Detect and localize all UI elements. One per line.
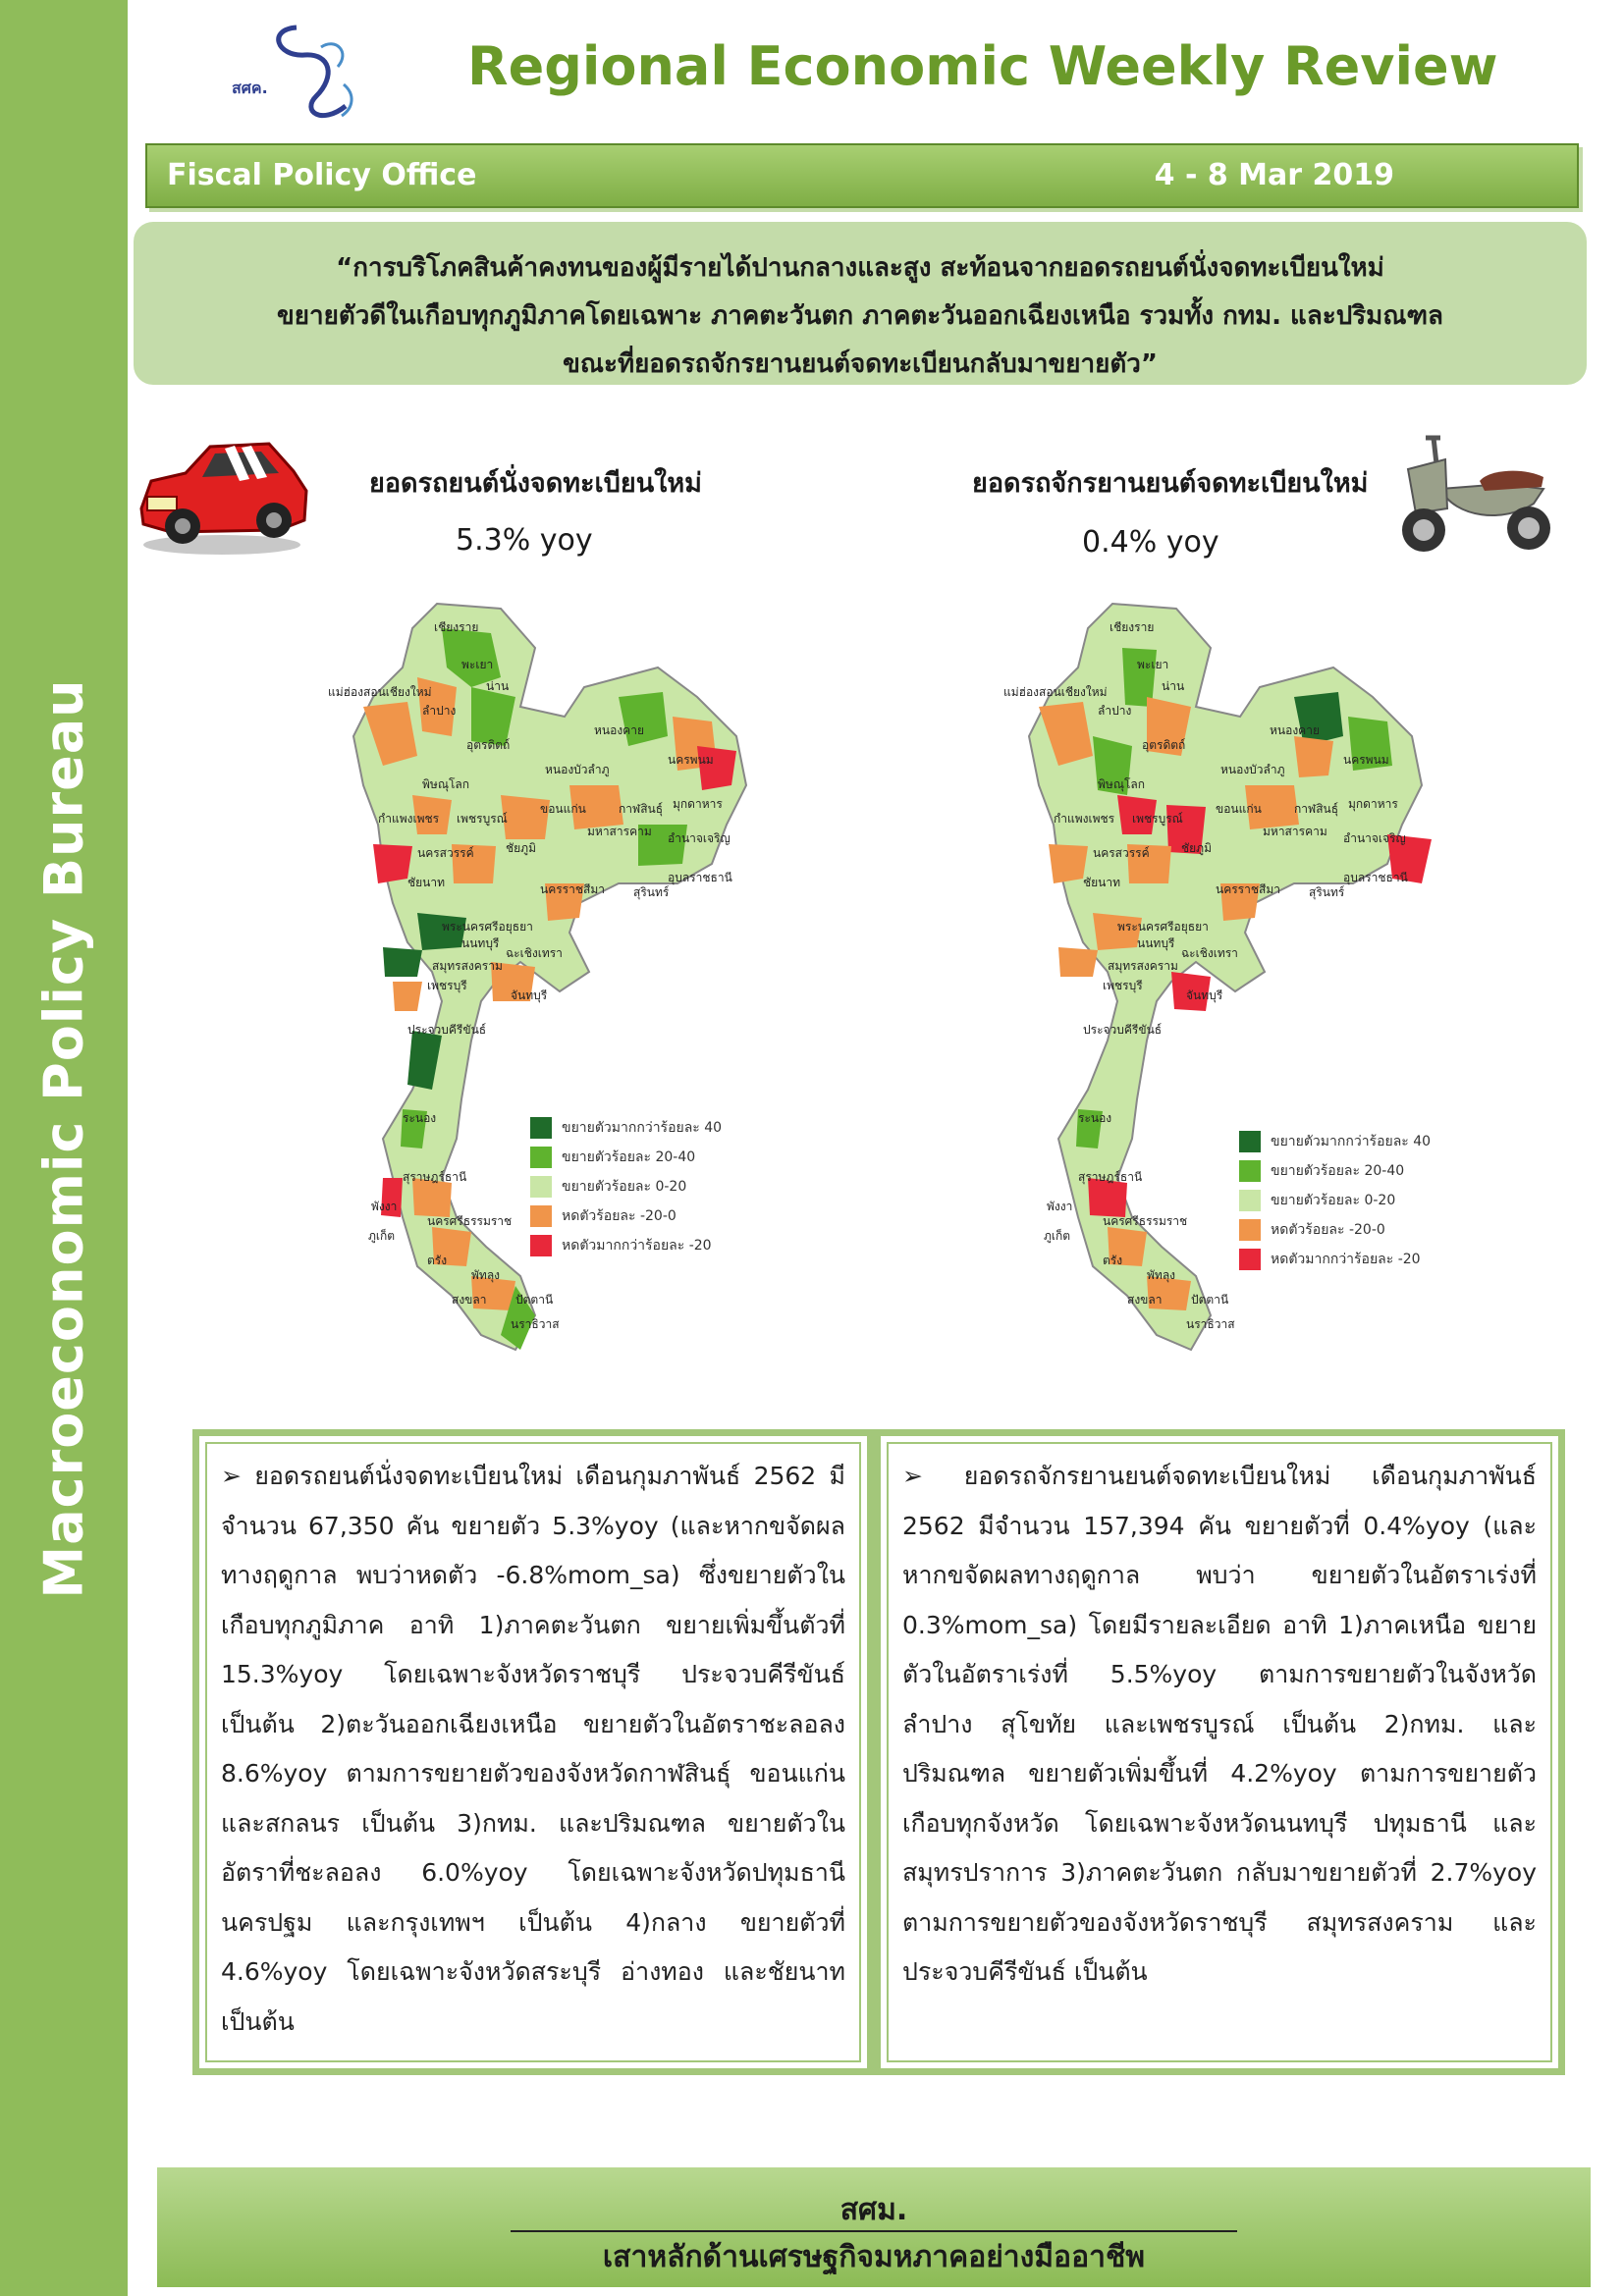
map-label: เพชรบุรี	[427, 979, 467, 992]
map-label: สุรินทร์	[633, 885, 670, 899]
sidebar	[0, 0, 128, 2296]
map-label: จันทบุรี	[511, 988, 548, 1002]
car-icon	[132, 422, 313, 560]
legend-label: หดตัวร้อยละ -20-0	[1271, 1222, 1385, 1238]
footer	[157, 2167, 1591, 2287]
map-label: ชัยนาท	[1083, 876, 1121, 889]
quote-line-2: ขยายตัวดีในเกือบทุกภูมิภาคโดยเฉพาะ ภาคตะวันตก ภาคตะวันออกเฉียงเหนือ รวมทั้ง กทม. และปริมณฑล	[277, 301, 1443, 331]
map-label: กาฬสินธุ์	[1294, 802, 1339, 816]
logo-text: สศค.	[232, 79, 268, 97]
legend-swatch	[530, 1176, 552, 1198]
map-label: แม่ฮ่องสอนเชียงใหม่	[1003, 685, 1108, 699]
map-label: อุบลราชธานี	[1343, 871, 1408, 884]
map-label: มหาสารคาม	[1263, 825, 1327, 838]
right-panel-title: ยอดรถจักรยานยนต์จดทะเบียนใหม่	[972, 468, 1369, 499]
map-label: นครราชสีมา	[1216, 882, 1280, 896]
map-label: ชัยนาท	[407, 876, 446, 889]
legend-item	[530, 1113, 722, 1143]
map-label: นครสวรรค์	[417, 846, 474, 860]
legend-swatch	[1239, 1219, 1261, 1241]
map-label: พัทลุง	[471, 1268, 501, 1282]
scooter-icon	[1386, 430, 1563, 560]
map-label: ภูเก็ต	[368, 1229, 396, 1243]
map-label: แม่ฮ่องสอนเชียงใหม่	[328, 685, 432, 699]
right-paragraph: ➢ ยอดรถจักรยานยนต์จดทะเบียนใหม่ เดือนกุมภาพันธ์ 2562 มีจำนวน 157,394 คัน ขยายตัวที่ 0.4%yoy (และหากขจัดผลทางฤดูกาล พบว่า ขยายตัวในอัตราเร่งที่ 0.3%mom_sa) โดยมีรายละเอียด อาทิ 1)ภาคเหนือ ขยายตัวในอัตราเร่งที่ 5.5%yoy ตามการขยายตัวในจังหวัดลำปาง สุโขทัย และเพชรบูรณ์ เป็นต้น 2)กทม. และปริมณฑล ขยายตัวเพิ่มขึ้นที่ 4.2%yoy ตามการขยายตัวเกือบทุกจังหวัด โดยเฉพาะจังหวัดนนทบุรี ปทุมธานี และสมุทรปราการ 3)ภาคตะวันตก กลับมาขยายตัวที่ 2.7%yoy ตามการขยายตัวของจังหวัดราชบุรี สมุทรสงคราม และประจวบคีรีขันธ์ เป็นต้น	[902, 1462, 1537, 1986]
map-label: น่าน	[486, 679, 510, 693]
map-label: ตรัง	[1103, 1254, 1123, 1267]
map-label: ชัยภูมิ	[506, 841, 536, 855]
map-label: อุบลราชธานี	[668, 871, 732, 884]
legend-item	[530, 1143, 722, 1172]
left-panel-title: ยอดรถยนต์นั่งจดทะเบียนใหม่	[369, 468, 702, 499]
legend-item	[530, 1172, 722, 1201]
map-label: เชียงราย	[1110, 620, 1155, 634]
map-label: ภูเก็ต	[1044, 1229, 1071, 1243]
map-label: พิษณุโลก	[1098, 777, 1146, 791]
map-label: อำนาจเจริญ	[668, 831, 731, 845]
map-label: นครราชสีมา	[540, 882, 605, 896]
map-label: ขอนแก่น	[1216, 802, 1262, 816]
legend-swatch	[530, 1205, 552, 1227]
map-label: พังงา	[371, 1200, 398, 1213]
legend-item	[1239, 1156, 1431, 1186]
right-panel-value: 0.4% yoy	[1082, 525, 1219, 560]
map-label: ลำปาง	[422, 704, 457, 718]
map-label: กำแพงเพชร	[1054, 812, 1115, 826]
map-label: ระนอง	[403, 1111, 437, 1125]
legend-swatch	[1239, 1131, 1261, 1152]
legend-swatch	[1239, 1190, 1261, 1211]
legend-label: ขยายตัวมากกว่าร้อยละ 40	[1271, 1134, 1432, 1149]
map-label: สงขลา	[1127, 1293, 1163, 1307]
legend-label: ขยายตัวร้อยละ 20-40	[1271, 1163, 1405, 1179]
map-label: นครศรีธรรมราช	[427, 1214, 513, 1228]
quote-line-1: “การบริโภคสินค้าคงทนของผู้มีรายได้ปานกลางและสูง สะท้อนจากยอดรถยนต์นั่งจดทะเบียนใหม่	[336, 253, 1384, 283]
quote-line-3: ขณะที่ยอดรถจักรยานยนต์จดทะเบียนกลับมาขยายตัว”	[563, 349, 1158, 379]
map-label: สุรินทร์	[1309, 885, 1345, 899]
map-label: สุราษฎร์ธานี	[1078, 1170, 1143, 1184]
map-label: น่าน	[1162, 679, 1185, 693]
map-label: กำแพงเพชร	[378, 812, 440, 826]
map-label: ระนอง	[1078, 1111, 1112, 1125]
page-title: Regional Economic Weekly Review	[467, 35, 1498, 97]
left-paragraph: ➢ ยอดรถยนต์นั่งจดทะเบียนใหม่ เดือนกุมภาพันธ์ 2562 มีจำนวน 67,350 คัน ขยายตัว 5.3%yoy (และหากขจัดผลทางฤดูกาล พบว่าหดตัว -6.8%mom_sa) ซึ่งขยายตัวในเกือบทุกภูมิภาค อาทิ 1)ภาคตะวันตก ขยายเพิ่มขึ้นตัวที่ 15.3%yoy โดยเฉพาะจังหวัดราชบุรี ประจวบคีรีขันธ์ เป็นต้น 2)ตะวันออกเฉียงเหนือ ขยายตัวในอัตราชะลอลง 8.6%yoy ตามการขยายตัวของจังหวัดกาฬสินธุ์ ขอนแก่น และสกลนร เป็นต้น 3)กทม. และปริมณฑล ขยายตัวในอัตราที่ชะลอลง 6.0%yoy โดยเฉพาะจังหวัดปทุมธานี นครปฐม และกรุงเทพฯ เป็นต้น 4)กลาง ขยายตัวที่ 4.6%yoy โดยเฉพาะจังหวัดสระบุรี อ่างทอง และชัยนาท เป็นต้น	[221, 1462, 845, 2036]
map-label: สุราษฎร์ธานี	[403, 1170, 467, 1184]
map-label: นราธิวาส	[511, 1317, 560, 1331]
legend-label: ขยายตัวร้อยละ 20-40	[562, 1149, 696, 1165]
legend-item	[530, 1231, 722, 1260]
map-label: ฉะเชิงเทรา	[1181, 946, 1238, 960]
map-label: พะเยา	[1137, 658, 1169, 671]
legend-item	[1239, 1186, 1431, 1215]
map-label: นราธิวาส	[1186, 1317, 1235, 1331]
legend-item	[1239, 1245, 1431, 1274]
legend-swatch	[1239, 1249, 1261, 1270]
date-range: 4 - 8 Mar 2019	[1154, 158, 1394, 192]
legend-item	[1239, 1215, 1431, 1245]
legend-item	[1239, 1127, 1431, 1156]
legend-label: ขยายตัวมากกว่าร้อยละ 40	[562, 1120, 723, 1136]
map-label: อุตรดิตถ์	[466, 738, 511, 752]
map-label: มหาสารคาม	[587, 825, 652, 838]
footer-org: สศม.	[839, 2193, 908, 2227]
summary-quote	[134, 222, 1587, 385]
map-label: สมุทรสงคราม	[432, 959, 503, 973]
map-label: ประจวบคีรีขันธ์	[407, 1023, 487, 1037]
legend-item	[530, 1201, 722, 1231]
map-label: พัทลุง	[1147, 1268, 1176, 1282]
map-label: เพชรบูรณ์	[457, 812, 508, 826]
footer-divider	[511, 2230, 1237, 2232]
map-label: อำนาจเจริญ	[1343, 831, 1406, 845]
map-label: หนองคาย	[1270, 723, 1320, 737]
legend-label: หดตัวมากกว่าร้อยละ -20	[1271, 1252, 1421, 1267]
sidebar-label: Macroeconomic Policy Bureau	[32, 678, 95, 1599]
legend-swatch	[530, 1235, 552, 1256]
header-banner	[145, 143, 1579, 208]
map-label: ฉะเชิงเทรา	[506, 946, 563, 960]
legend-label: หดตัวมากกว่าร้อยละ -20	[562, 1238, 712, 1254]
map-label: พระนครศรีอยุธยา	[442, 920, 533, 934]
map-label: ปัตตานี	[515, 1293, 554, 1307]
right-text-box	[874, 1429, 1565, 2075]
map-label: เพชรบุรี	[1103, 979, 1143, 992]
legend-swatch	[1239, 1160, 1261, 1182]
map-label: ลำปาง	[1098, 704, 1132, 718]
legend-label: หดตัวร้อยละ -20-0	[562, 1208, 677, 1224]
map-label: เพชรบูรณ์	[1132, 812, 1183, 826]
map-label: นนทบุรี	[461, 936, 500, 950]
footer-slogan: เสาหลักด้านเศรษฐกิจมหภาคอย่างมืออาชีพ	[602, 2240, 1146, 2274]
map-label: พะเยา	[461, 658, 494, 671]
map-label: นครศรีธรรมราช	[1103, 1214, 1188, 1228]
legend-label: ขยายตัวร้อยละ 0-20	[562, 1179, 687, 1195]
map-label: นนทบุรี	[1137, 936, 1175, 950]
map-label: มุกดาหาร	[1348, 797, 1398, 811]
left-map-legend	[530, 1113, 722, 1260]
map-label: พระนครศรีอยุธยา	[1117, 920, 1209, 934]
map-label: ชัยภูมิ	[1181, 841, 1212, 855]
left-text-box	[192, 1429, 874, 2075]
map-label: เชียงราย	[434, 620, 479, 634]
map-label: พังงา	[1047, 1200, 1073, 1213]
legend-label: ขยายตัวร้อยละ 0-20	[1271, 1193, 1396, 1208]
map-label: ประจวบคีรีขันธ์	[1083, 1023, 1163, 1037]
map-label: พิษณุโลก	[422, 777, 470, 791]
right-map-legend	[1239, 1127, 1431, 1274]
map-label: หนองคาย	[594, 723, 644, 737]
map-label: ปัตตานี	[1191, 1293, 1229, 1307]
left-panel-value: 5.3% yoy	[456, 523, 593, 558]
map-label: หนองบัวลำภู	[545, 763, 610, 776]
map-label: หนองบัวลำภู	[1220, 763, 1285, 776]
map-label: ขอนแก่น	[540, 802, 586, 816]
legend-swatch	[530, 1147, 552, 1168]
office-name: Fiscal Policy Office	[167, 158, 477, 192]
map-label: นครพนม	[668, 753, 714, 767]
map-label: จันทบุรี	[1186, 988, 1223, 1002]
fpo-logo	[228, 18, 385, 135]
map-label: ตรัง	[427, 1254, 448, 1267]
map-label: มุกดาหาร	[673, 797, 723, 811]
map-label: นครสวรรค์	[1093, 846, 1150, 860]
map-label: อุตรดิตถ์	[1142, 738, 1186, 752]
map-label: กาฬสินธุ์	[619, 802, 664, 816]
legend-swatch	[530, 1117, 552, 1139]
map-label: สงขลา	[452, 1293, 487, 1307]
map-label: สมุทรสงคราม	[1108, 959, 1178, 973]
map-label: นครพนม	[1343, 753, 1389, 767]
